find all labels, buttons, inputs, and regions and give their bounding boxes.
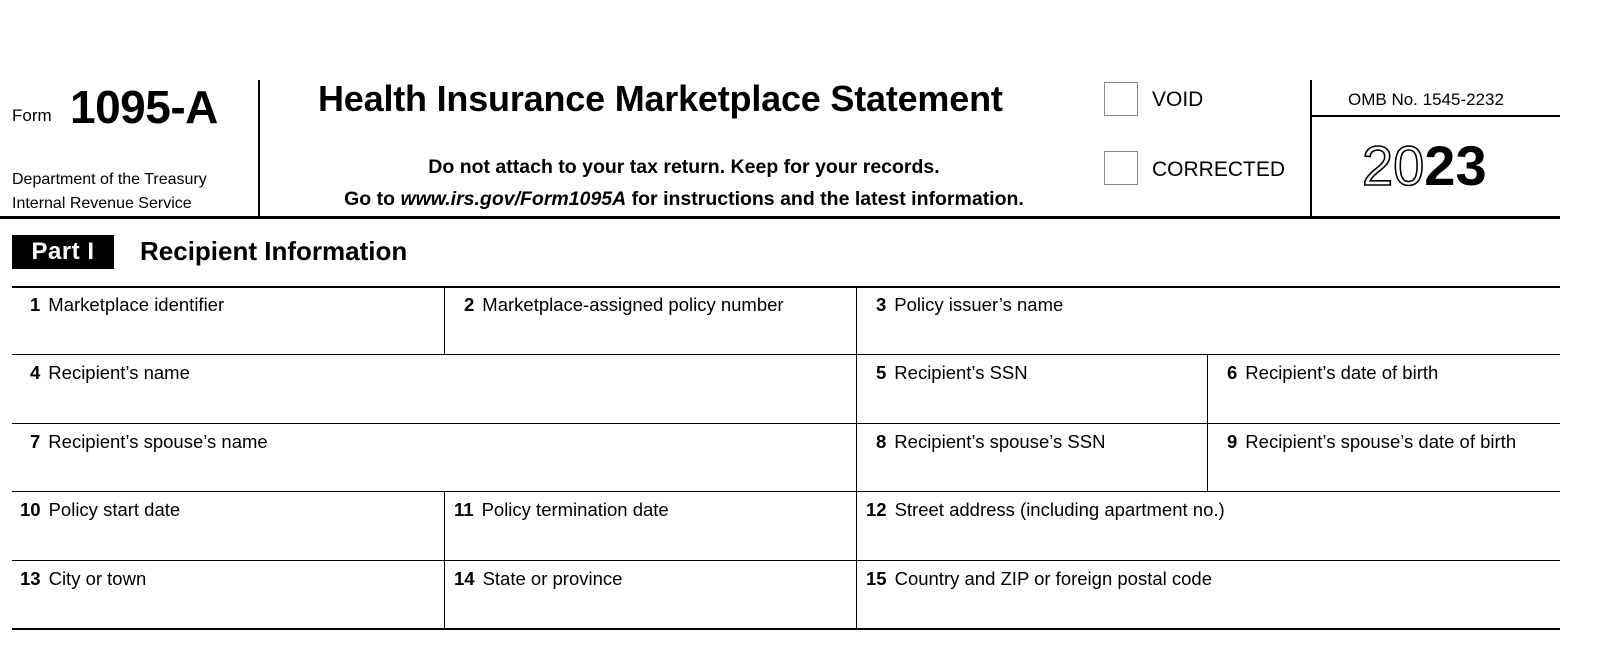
agency-line-treasury: Department of the Treasury (12, 171, 207, 188)
grid-col-b (856, 287, 857, 629)
field-15-country-zip[interactable]: 15 Country and ZIP or foreign postal code (866, 568, 1213, 589)
instruction-suffix: for instructions and the latest information. (626, 188, 1024, 210)
tax-year-bold-digits: 23 (1424, 134, 1487, 197)
field-1-marketplace-identifier[interactable]: 1 Marketplace identifier (30, 294, 225, 315)
header-bottom-rule (0, 216, 1560, 219)
tax-year (1362, 136, 1487, 196)
part-title: Recipient Information (140, 236, 408, 266)
header-divider-left (258, 80, 260, 218)
field-9-spouse-dob[interactable]: 9 Recipient’s spouse’s date of birth (1227, 431, 1517, 452)
tax-year-outline-digits: 20 (1362, 134, 1425, 197)
omb-number: OMB No. 1545-2232 (1348, 90, 1504, 109)
form-title: Health Insurance Marketplace Statement (318, 78, 1003, 119)
part-badge: Part I (12, 235, 114, 269)
grid-col-c (1207, 355, 1208, 491)
grid-rule-row3 (12, 491, 1560, 492)
grid-rule-top (12, 286, 1560, 288)
omb-divider (1310, 115, 1560, 117)
instruction-line-2 (264, 188, 1104, 211)
field-3-policy-issuer[interactable]: 3 Policy issuer’s name (876, 294, 1064, 315)
grid-rule-row2 (12, 423, 1560, 424)
void-label: VOID (1152, 88, 1204, 111)
agency-line-irs: Internal Revenue Service (12, 195, 192, 212)
header-divider-right (1310, 80, 1312, 218)
field-7-spouse-name[interactable]: 7 Recipient’s spouse’s name (30, 431, 268, 452)
field-6-recipient-dob[interactable]: 6 Recipient’s date of birth (1227, 362, 1439, 383)
grid-rule-row4 (12, 560, 1560, 561)
field-8-spouse-ssn[interactable]: 8 Recipient’s spouse’s SSN (876, 431, 1106, 452)
grid-col-a-rows45 (444, 492, 445, 629)
instruction-prefix: Go to (344, 188, 401, 210)
corrected-checkbox[interactable] (1104, 151, 1138, 185)
corrected-label: CORRECTED (1152, 158, 1286, 181)
instruction-line-1: Do not attach to your tax return. Keep for your records. (428, 156, 940, 178)
field-2-policy-number[interactable]: 2 Marketplace-assigned policy number (464, 294, 784, 315)
agency-block (12, 168, 207, 216)
grid-rule-bottom (12, 628, 1560, 630)
grid-col-a-row1 (444, 287, 445, 354)
void-checkbox[interactable] (1104, 82, 1138, 116)
field-12-street-address[interactable]: 12 Street address (including apartment no.) (866, 499, 1225, 520)
field-13-city[interactable]: 13 City or town (20, 568, 147, 589)
instructions-link[interactable]: www.irs.gov/Form1095A (400, 188, 627, 210)
field-11-policy-termination-date[interactable]: 11 Policy termination date (454, 499, 669, 520)
grid-rule-row1 (12, 354, 1560, 355)
field-14-state[interactable]: 14 State or province (454, 568, 623, 589)
form-number: 1095-A (70, 81, 218, 133)
field-5-recipient-ssn[interactable]: 5 Recipient’s SSN (876, 362, 1028, 383)
form-word: Form (12, 106, 52, 125)
field-10-policy-start-date[interactable]: 10 Policy start date (20, 499, 181, 520)
field-4-recipient-name[interactable]: 4 Recipient’s name (30, 362, 190, 383)
